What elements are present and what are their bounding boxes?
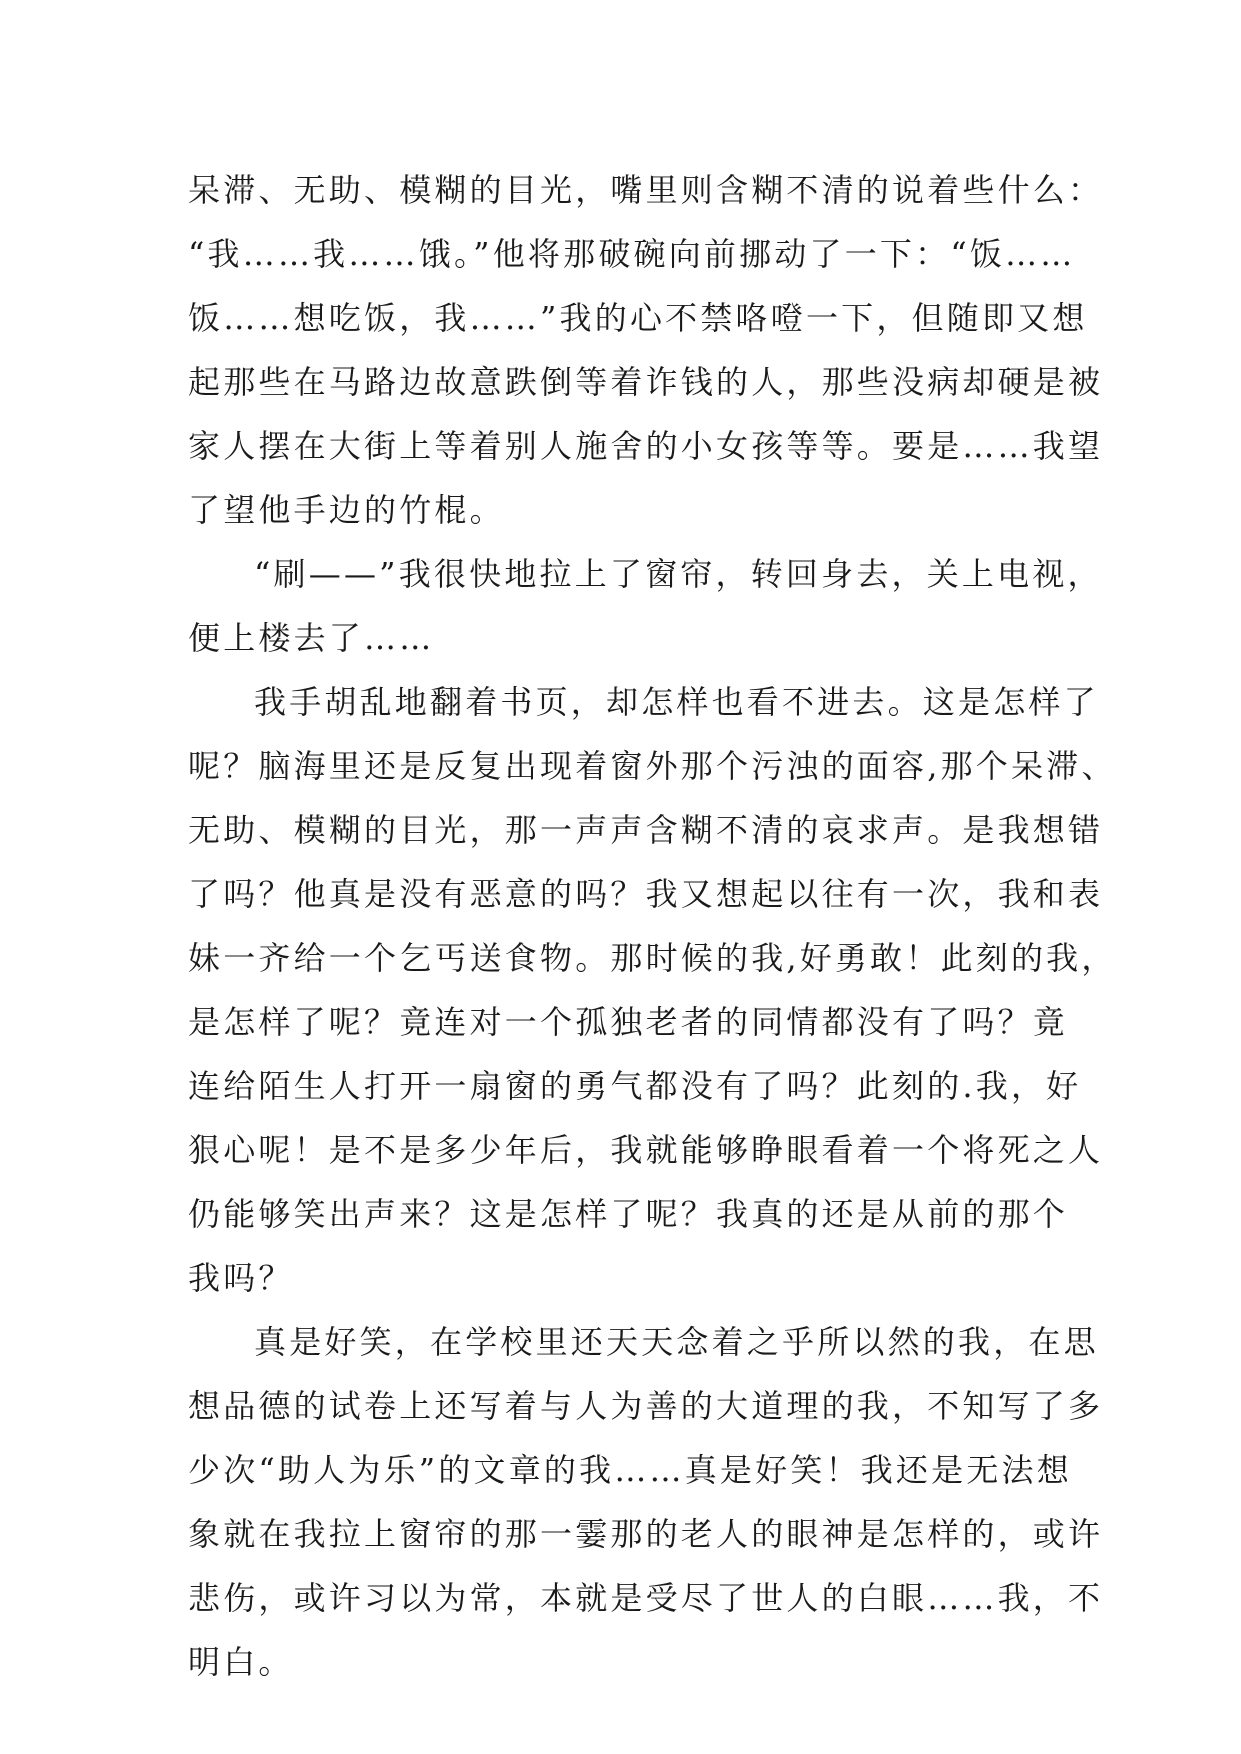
text-line: 呆滞、无助、模糊的目光，嘴里则含糊不清的说着些什么： bbox=[188, 171, 1104, 209]
text-line: 悲伤，或许习以为常，本就是受尽了世人的白眼……我，不 bbox=[188, 1579, 1104, 1617]
text-line: 起那些在马路边故意跌倒等着诈钱的人，那些没病却硬是被 bbox=[188, 363, 1104, 401]
text-line: 狠心呢！是不是多少年后，我就能够睁眼看着一个将死之人 bbox=[188, 1131, 1104, 1169]
text-line: 想品德的试卷上还写着与人为善的大道理的我，不知写了多 bbox=[188, 1387, 1104, 1425]
paragraph-3 bbox=[188, 670, 1117, 1310]
text-line: 了望他手边的竹棍。 bbox=[188, 491, 505, 529]
text-line: 明白。 bbox=[188, 1643, 294, 1681]
text-line: 我吗？ bbox=[188, 1259, 294, 1297]
text-line: 是怎样了呢？竟连对一个孤独老者的同情都没有了吗？竟 bbox=[188, 1003, 1069, 1041]
paragraph-1 bbox=[188, 158, 1104, 542]
text-line: 无助、模糊的目光，那一声声含糊不清的哀求声。是我想错 bbox=[188, 811, 1104, 849]
text-line: 我手胡乱地翻着书页，却怎样也看不进去。这是怎样了 bbox=[254, 683, 1099, 721]
document-body bbox=[188, 158, 1117, 1694]
text-line: 家人摆在大街上等着别人施舍的小女孩等等。要是……我望 bbox=[188, 427, 1104, 465]
text-line: 真是好笑，在学校里还天天念着之乎所以然的我，在思 bbox=[254, 1323, 1099, 1361]
text-line: 仍能够笑出声来？这是怎样了呢？我真的还是从前的那个 bbox=[188, 1195, 1069, 1233]
text-line: “我……我……饿。”他将那破碗向前挪动了一下：“饭…… bbox=[188, 235, 1076, 273]
text-line: 了吗？他真是没有恶意的吗？我又想起以往有一次，我和表 bbox=[188, 875, 1104, 913]
text-line: 妹一齐给一个乞丐送食物。那时候的我,好勇敢！此刻的我， bbox=[188, 939, 1117, 977]
text-line: “刷——”我很快地拉上了窗帘，转回身去，关上电视， bbox=[254, 555, 1103, 593]
paragraph-2 bbox=[188, 542, 1103, 670]
text-line: 便上楼去了…… bbox=[188, 619, 435, 657]
text-line: 连给陌生人打开一扇窗的勇气都没有了吗？此刻的.我，好 bbox=[188, 1067, 1082, 1105]
text-line: 呢？脑海里还是反复出现着窗外那个污浊的面容,那个呆滞、 bbox=[188, 747, 1117, 785]
paragraph-4 bbox=[188, 1310, 1104, 1694]
text-line: 饭……想吃饭，我……”我的心不禁咯噔一下，但随即又想 bbox=[188, 299, 1088, 337]
text-line: 象就在我拉上窗帘的那一霎那的老人的眼神是怎样的，或许 bbox=[188, 1515, 1104, 1553]
text-line: 少次“助人为乐”的文章的我……真是好笑！我还是无法想 bbox=[188, 1451, 1072, 1489]
